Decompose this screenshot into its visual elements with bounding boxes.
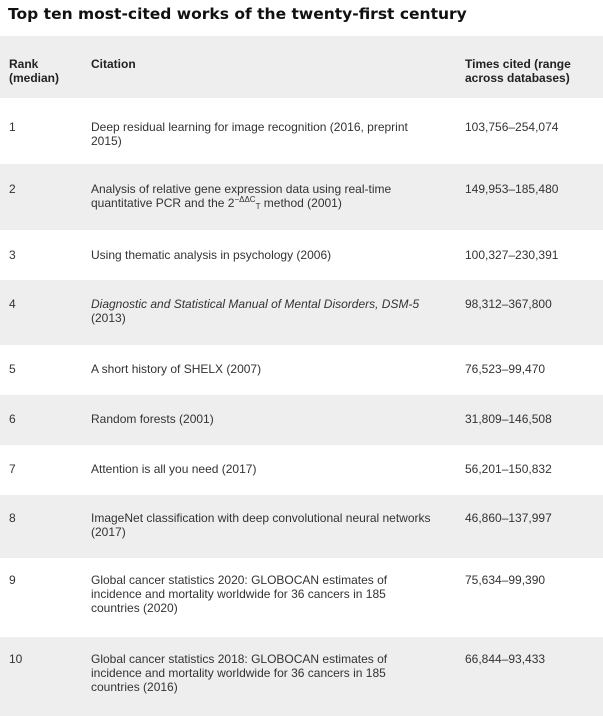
table-row bbox=[0, 395, 603, 445]
citations-table bbox=[0, 36, 603, 716]
times-cited-cell: 76,523–99,470 bbox=[465, 362, 546, 376]
table-row bbox=[0, 230, 603, 280]
rank-cell: 5 bbox=[9, 362, 16, 376]
citation-text-end: method (2001) bbox=[260, 196, 342, 210]
table-row bbox=[0, 98, 603, 164]
times-cited-cell: 100,327–230,391 bbox=[465, 248, 559, 262]
table-row bbox=[0, 345, 603, 395]
table-row bbox=[0, 495, 603, 558]
citation-cell: Attention is all you need (2017) bbox=[91, 462, 257, 476]
table-title: Top ten most-cited works of the twenty-first century bbox=[8, 5, 467, 23]
times-cited-cell: 103,756–254,074 bbox=[465, 120, 559, 134]
times-cited-cell: 66,844–93,433 bbox=[465, 652, 546, 666]
citation-cell: Random forests (2001) bbox=[91, 412, 214, 426]
rank-cell: 2 bbox=[9, 182, 16, 196]
citation-text: Analysis of relative gene expression data using real-time quantitative PCR and the 2 bbox=[91, 182, 392, 210]
citation-cell bbox=[91, 182, 436, 210]
times-cited-cell: 98,312–367,800 bbox=[465, 297, 552, 311]
column-header-times-cited: Times cited (range across databases) bbox=[465, 57, 571, 85]
times-cited-cell: 149,953–185,480 bbox=[465, 182, 559, 196]
table-row bbox=[0, 445, 603, 495]
citation-cell bbox=[91, 297, 436, 325]
rank-cell: 8 bbox=[9, 511, 16, 525]
table-header-row bbox=[0, 36, 603, 98]
table-row bbox=[0, 637, 603, 716]
citation-cell: Deep residual learning for image recognition (2016, preprint 2015) bbox=[91, 120, 408, 148]
rank-cell: 10 bbox=[9, 652, 23, 666]
rank-cell: 7 bbox=[9, 462, 16, 476]
rank-cell: 6 bbox=[9, 412, 16, 426]
citation-cell: Global cancer statistics 2018: GLOBOCAN estimates of incidence and mortality worldwide for 36 cancers in 185 countries (2016) bbox=[91, 652, 388, 694]
times-cited-cell: 56,201–150,832 bbox=[465, 462, 552, 476]
column-header-rank: Rank (median) bbox=[9, 57, 60, 85]
table-row bbox=[0, 558, 603, 637]
rank-cell: 1 bbox=[9, 120, 16, 134]
citation-cell: Global cancer statistics 2020: GLOBOCAN estimates of incidence and mortality worldwide for 36 cancers in 185 countries (2020) bbox=[91, 573, 388, 615]
column-header-citation: Citation bbox=[91, 57, 136, 71]
table-row bbox=[0, 164, 603, 230]
citation-superscript: −ΔΔC bbox=[234, 195, 256, 204]
citation-italic-title: Diagnostic and Statistical Manual of Mental Disorders, DSM-5 bbox=[91, 297, 420, 311]
rank-cell: 3 bbox=[9, 248, 16, 262]
citation-cell: Using thematic analysis in psychology (2006) bbox=[91, 248, 332, 262]
citation-text-end: (2013) bbox=[91, 311, 126, 325]
rank-cell: 4 bbox=[9, 297, 16, 311]
citation-cell: ImageNet classification with deep convolutional neural networks (2017) bbox=[91, 511, 431, 539]
times-cited-cell: 31,809–146,508 bbox=[465, 412, 552, 426]
citation-cell: A short history of SHELX (2007) bbox=[91, 362, 262, 376]
table-row bbox=[0, 280, 603, 345]
times-cited-cell: 46,860–137,997 bbox=[465, 511, 552, 525]
citation-subscript: T bbox=[255, 202, 261, 211]
times-cited-cell: 75,634–99,390 bbox=[465, 573, 546, 587]
rank-cell: 9 bbox=[9, 573, 16, 587]
